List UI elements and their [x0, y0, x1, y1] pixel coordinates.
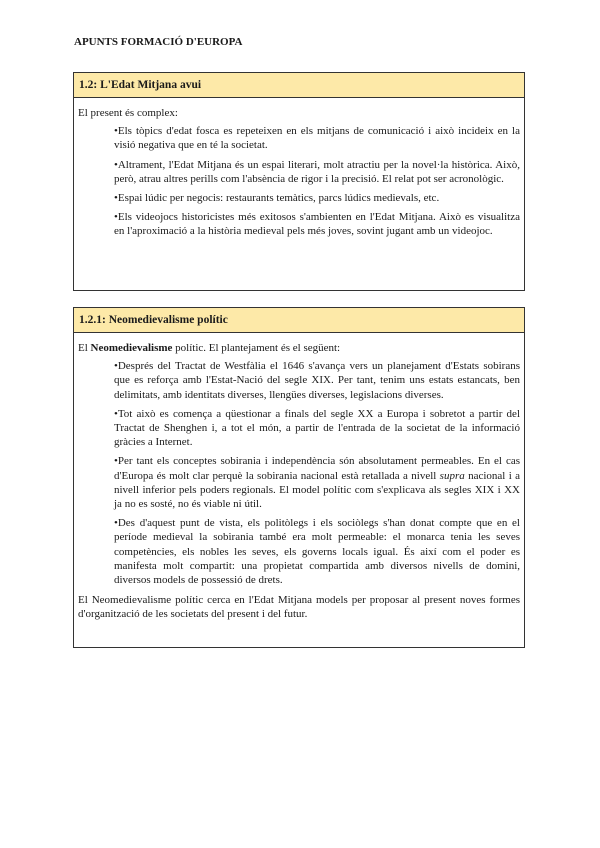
- section-body: [74, 333, 524, 628]
- section-intro: [78, 341, 520, 355]
- section-intro: El present és complex:: [78, 107, 178, 119]
- bullet-item: •Després del Tractat de Westfàlia el 1646 s'avança vers un planejament d'Estats sobirans que es reforça amb l'Estat-Nació del segle XIX. Per tant, tenim uns estats estancats, ben delimitats, amb identitats diverses, llengües diverses, legislacions diverses.: [114, 360, 520, 401]
- bullet-item: •Espai lúdic per negocis: restaurants temàtics, parcs lúdics medievals, etc.: [114, 192, 440, 205]
- section-body: [74, 98, 524, 250]
- bullet-item: •Els tòpics d'edat fosca es repeteixen en els mitjans de comunicació i això incideix en la visió negativa que en té la societat.: [114, 125, 520, 152]
- intro-text: El: [78, 342, 91, 354]
- bullet-item: •Els videojocs historicistes més exitosos s'ambienten en l'Edat Mitjana. Això es visualitza en l'aproximació a la història medieval pels més joves, sovint jugant amb un videojoc.: [114, 211, 520, 238]
- bullet-item: [114, 454, 520, 511]
- bullet-italic-term: supra: [439, 469, 465, 482]
- bullet-item: •Altrament, l'Edat Mitjana és un espai literari, molt atractiu per la novel·la històrica. Això, però, atrau altres perills com l'absència de rigor i la precisió. El relat pot ser acronològic.: [114, 158, 520, 185]
- intro-text: polític. El plantejament és el següent:: [172, 342, 341, 354]
- intro-bold-term: Neomedievalisme: [90, 342, 173, 354]
- section-heading: 1.2.1: Neomedievalisme polític: [74, 308, 524, 333]
- bullet-item: •Des d'aquest punt de vista, els politòlegs i els sociòlegs s'han donat compte que en el període medieval la sobirania també era molt permeable: el monarca tenia les seves competències, els nobles les seves, els governs locals igual. És així com el poder es manifesta molt compartit: una propietat compartida amb diversos nivells de domini, diversos models de possessió de drets.: [114, 517, 520, 587]
- bullet-item: •Tot això es comença a qüestionar a finals del segle XX a Europa i sobretot a partir del Tractat de Shenghen i, a tot el món, a partir de l'entrada de la societat de la informació gràcies a Internet.: [114, 407, 520, 449]
- bullet-text: nacional i a nivell inferior pels poders regionals. El model polític com s'explicava als segles XIX i XX ja no es sosté, no és viable ni útil.: [114, 469, 520, 511]
- document-title: APUNTS FORMACIÓ D'EUROPA: [74, 36, 243, 48]
- section-box-neomedievalisme: [73, 307, 525, 648]
- section-heading: 1.2: L'Edat Mitjana avui: [74, 73, 524, 98]
- section-box-edat-mitjana-avui: [73, 72, 525, 291]
- section-closing: El Neomedievalisme polític cerca en l'Edat Mitjana models per proposar al present noves formes d'organització de les societats del present i del futur.: [78, 594, 520, 621]
- bullet-text: •Per tant els conceptes sobirania i independència són absolutament permeables. En el cas d'Europa és molt clar perquè la sobirania nacional està retallada a nivell: [114, 455, 520, 482]
